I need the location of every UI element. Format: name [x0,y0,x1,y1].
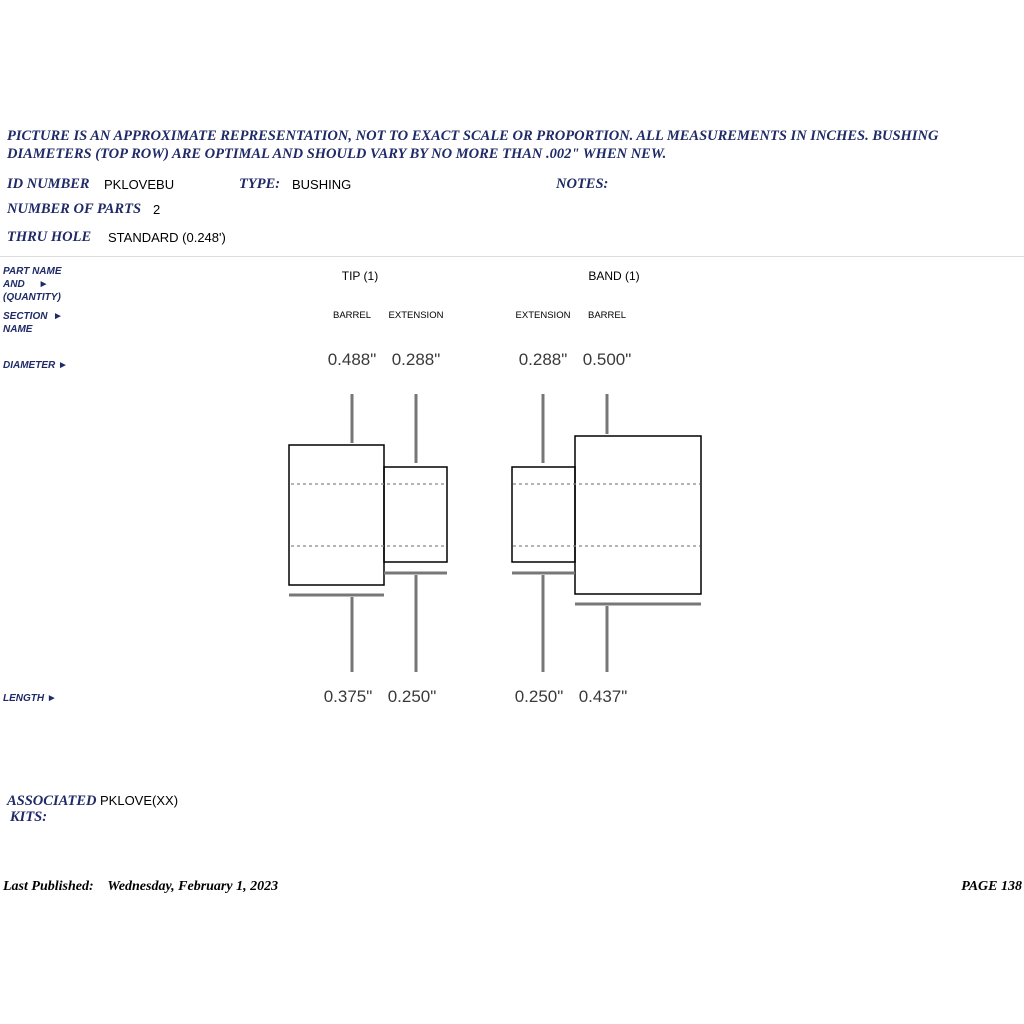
part-name-row-label: PART NAME AND ► (QUANTITY) [3,266,62,303]
section-name-tip-extension: EXTENSION [388,310,444,321]
band-extension-body [512,467,575,562]
footer-published [3,879,278,895]
id-number-value: PKLOVEBU [104,177,175,192]
diameter-tip-barrel: 0.488" [327,350,377,369]
length-band-barrel: 0.437" [578,687,628,706]
diameter-band-extension: 0.288" [518,350,568,369]
associated-kits-value: PKLOVE(XX) [100,793,179,808]
diameter-row-label: DIAMETER ► [3,360,68,371]
section-name-band-extension: EXTENSION [515,310,571,321]
associated-kits-label: ASSOCIATED KITS: [7,793,97,825]
type-value: BUSHING [292,177,352,192]
section-name-tip-barrel: BARREL [332,310,371,321]
number-of-parts-value: 2 [153,202,161,217]
length-band-extension: 0.250" [514,687,564,706]
arrow-right-icon: ► [46,693,57,704]
disclaimer-text: PICTURE IS AN APPROXIMATE REPRESENTATION, NOT TO EXACT SCALE OR PROPORTION. ALL MEASUREMENTS IN INCHES. BUSHING DIAMETERS (TOP ROW) ARE OPTIMAL AND SHOULD VARY BY NO MORE THAN .002" WHEN NEW. [7,128,939,162]
length-tip-extension: 0.250" [387,687,437,706]
type-label: TYPE: [239,176,281,192]
part-name-tip: TIP (1) [341,269,379,283]
last-published-date: Wednesday, February 1, 2023 [107,879,279,894]
diameter-band-barrel: 0.500" [582,350,632,369]
tip-barrel-body [289,445,384,585]
last-published-label: Last Published: [3,879,94,894]
number-of-parts-label: NUMBER OF PARTS [7,201,142,217]
part-name-band: BAND (1) [588,269,640,283]
tip-bushing-drawing [289,394,447,672]
notes-label: NOTES: [556,176,609,192]
page-number: PAGE 138 [961,879,1022,894]
band-barrel-body [575,436,701,594]
tip-extension-body [384,467,447,562]
arrow-right-icon: ► [58,360,68,371]
thru-hole-label: THRU HOLE [7,229,92,245]
diameter-tip-extension: 0.288" [391,350,441,369]
thru-hole-value: STANDARD (0.248') [108,230,226,245]
band-bushing-drawing [512,394,701,672]
section-name-band-barrel: BARREL [587,310,626,321]
id-number-label: ID NUMBER [7,176,90,192]
length-row-label: LENGTH ► [3,693,57,704]
section-name-row-label: SECTION ► NAME [3,311,63,335]
arrow-right-icon: ► [53,311,63,322]
length-tip-barrel: 0.375" [323,687,373,706]
arrow-right-icon: ► [38,279,49,290]
